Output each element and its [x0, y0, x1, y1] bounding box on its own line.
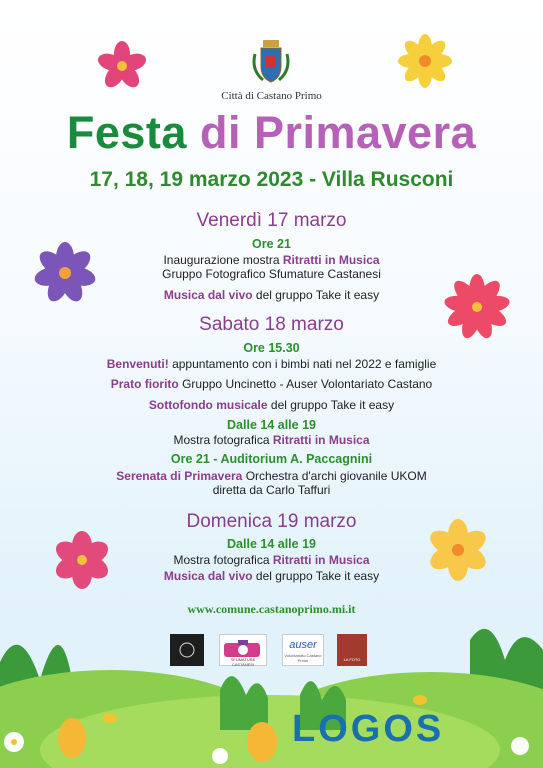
yellow-flower-icon	[396, 32, 454, 90]
sponsor-3-name: auser	[289, 639, 317, 651]
day-heading-friday: Venerdì 17 marzo	[196, 210, 347, 231]
saturday-line-3	[0, 398, 543, 412]
friday-line-3-highlight: Musica dal vivo	[163, 288, 253, 302]
time-saturday-1: Ore 15.30	[243, 341, 300, 355]
pink-flower-icon	[96, 40, 148, 92]
sunday-line-1	[0, 553, 543, 567]
logos-watermark	[292, 708, 444, 751]
title-part-1: Festa	[66, 107, 187, 158]
time-saturday-3: Ore 21 - Auditorium A. Paccagnini	[170, 452, 373, 466]
sunday-line-2	[0, 569, 543, 583]
saturday-line-5	[0, 469, 543, 483]
friday-line-1-text: Inaugurazione mostra	[163, 253, 283, 267]
sponsor-4-name: LA FOTO	[343, 657, 361, 662]
sunday-line-1-text: Mostra fotografica	[173, 553, 273, 567]
website-link[interactable]: www.comune.castanoprimo.mi.it	[187, 602, 356, 616]
friday-line-3-text: del gruppo Take it easy	[252, 288, 380, 302]
saturday-line-2-text: Gruppo Uncinetto - Auser Volontariato Castano	[178, 377, 433, 391]
friday-line-1	[0, 253, 543, 267]
saturday-line-3-highlight: Sottofondo musicale	[148, 398, 268, 412]
saturday-line-4-text: Mostra fotografica	[173, 433, 273, 447]
logos-watermark-text: LOGOS	[292, 708, 445, 750]
saturday-line-5-text: Orchestra d'archi giovanile UKOM	[242, 469, 427, 483]
page-title	[0, 108, 543, 158]
friday-line-3	[0, 288, 543, 302]
saturday-line-5-highlight: Serenata di Primavera	[116, 469, 243, 483]
saturday-line-4-highlight: Ritratti in Musica	[272, 433, 370, 447]
city-name: Città di Castano Primo	[221, 90, 322, 102]
day-heading-sunday: Domenica 19 marzo	[186, 511, 357, 532]
day-heading-saturday: Sabato 18 marzo	[199, 314, 344, 335]
saturday-line-1-text: appuntamento con i bimbi nati nel 2022 e famiglie	[168, 357, 437, 371]
sponsor-2-name: SFUMATURE CASTANESI	[230, 657, 256, 667]
spring-landscape	[0, 600, 543, 768]
event-dates: 17, 18, 19 marzo 2023 - Villa Rusconi	[89, 168, 454, 191]
friday-line-1-highlight: Ritratti in Musica	[282, 253, 380, 267]
title-part-2: di Primavera	[199, 107, 477, 158]
time-friday: Ore 21	[252, 237, 291, 251]
saturday-line-6: diretta da Carlo Taffuri	[212, 483, 331, 497]
saturday-line-3-text: del gruppo Take it easy	[267, 398, 395, 412]
saturday-line-2-highlight: Prato fiorito	[110, 377, 179, 391]
friday-line-2: Gruppo Fotografico Sfumature Castanesi	[162, 267, 381, 281]
saturday-line-2	[0, 377, 543, 391]
saturday-line-1	[0, 357, 543, 371]
time-sunday: Dalle 14 alle 19	[227, 537, 316, 551]
sunday-line-1-highlight: Ritratti in Musica	[272, 553, 370, 567]
time-saturday-2: Dalle 14 alle 19	[227, 418, 316, 432]
sunday-line-2-highlight: Musica dal vivo	[163, 569, 253, 583]
saturday-line-1-highlight: Benvenuti!	[106, 357, 169, 371]
sunday-line-2-text: del gruppo Take it easy	[252, 569, 380, 583]
coat-of-arms-icon	[249, 36, 293, 86]
sponsor-3-subtitle: Volontariato Castano Primo	[284, 653, 322, 663]
saturday-line-4	[0, 433, 543, 447]
